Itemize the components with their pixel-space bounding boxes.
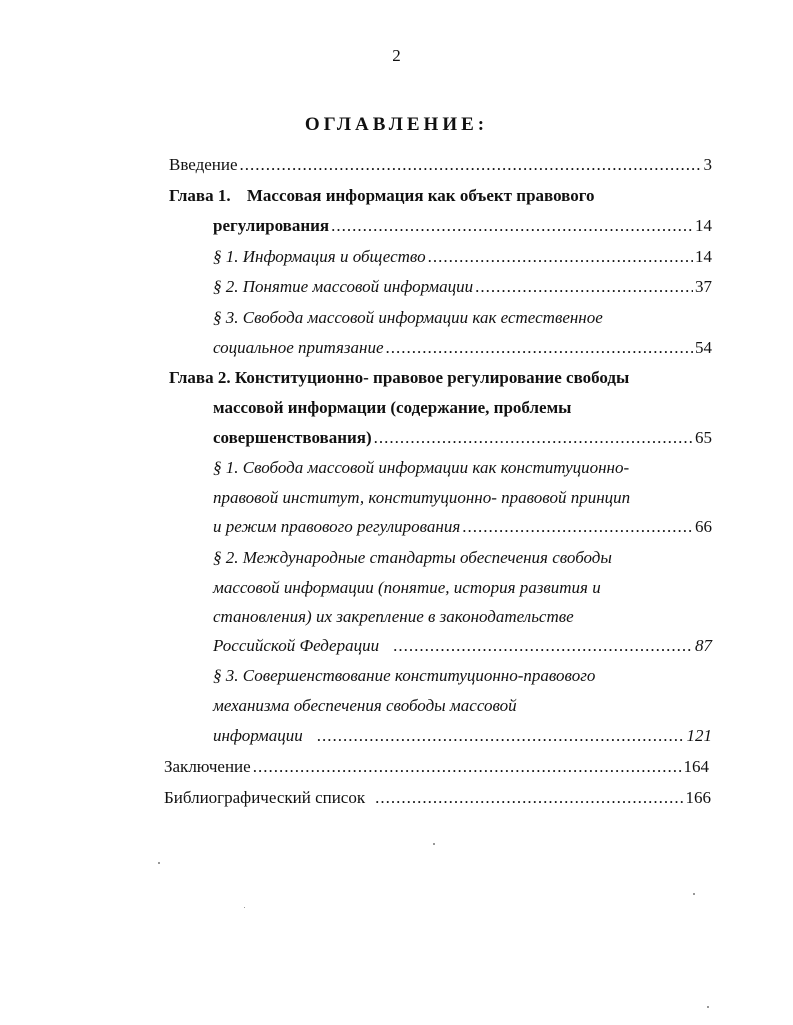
toc-entry-bibliography[interactable] <box>164 788 711 812</box>
ch2-sec2-line1[interactable]: § 2. Международные стандарты обеспечения свободы <box>213 548 612 567</box>
section-title: и режим правового регулирования <box>213 517 461 536</box>
scan-speck <box>244 907 245 908</box>
leader-dots <box>475 277 693 297</box>
toc-entry-ch2-sec1[interactable] <box>213 517 712 541</box>
ch2-sec2-line3[interactable]: становления) их закрепление в законодательстве <box>213 607 574 626</box>
leader-dots <box>317 726 685 746</box>
ch2-sec1-line2[interactable]: правовой институт, конституционно- правовой принцип <box>213 488 631 507</box>
leader-dots <box>375 788 683 808</box>
leader-dots <box>462 517 693 537</box>
chapter2-title-line1[interactable]: Глава 2. Конституционно- правовое регулирование свободы <box>169 368 630 387</box>
leader-dots <box>374 428 693 448</box>
toc-entry-ch1-sec3[interactable] <box>213 338 712 362</box>
chapter2-title-line2[interactable]: массовой информации (содержание, проблемы <box>213 398 572 417</box>
ch2-sec1-line1[interactable]: § 1. Свобода массовой информации как конституционно- <box>213 458 630 477</box>
chapter1-title-line1: Массовая информация как объект правового <box>246 186 595 205</box>
toc-entry-label: Библиографический список <box>164 788 366 807</box>
page-number: 2 <box>392 46 401 65</box>
ch1-sec3-line1[interactable]: § 3. Свобода массовой информации как естественное <box>213 308 603 327</box>
leader-dots <box>253 757 682 777</box>
section-title: социальное притязание <box>213 338 384 357</box>
toc-entry-page: 37 <box>695 277 712 296</box>
toc-entry-ch1-sec2[interactable] <box>213 277 712 301</box>
ch2-sec3-line2[interactable]: механизма обеспечения свободы массовой <box>213 696 517 715</box>
leader-dots <box>428 247 693 267</box>
toc-entry-page: 121 <box>686 726 712 745</box>
toc-entry-page: 14 <box>695 247 712 266</box>
scan-speck <box>433 843 435 845</box>
leader-dots <box>240 155 702 175</box>
ch2-sec3-line1[interactable]: § 3. Совершенствование конституционно-правового <box>213 666 596 685</box>
toc-entry-page: 164 <box>683 757 709 776</box>
toc-entry-ch1-sec1[interactable] <box>213 247 712 271</box>
toc-entry-ch2-sec2[interactable] <box>213 636 712 660</box>
chapter1-heading-line[interactable] <box>169 186 595 210</box>
scan-speck <box>693 893 695 895</box>
toc-entry-page: 66 <box>695 517 712 536</box>
toc-entry-intro[interactable] <box>169 155 712 179</box>
toc-entry-page: 87 <box>695 636 712 655</box>
section-title: § 1. Информация и общество <box>213 247 426 266</box>
toc-entry-page: 65 <box>695 428 712 447</box>
section-title: § 2. Понятие массовой информации <box>213 277 474 296</box>
toc-entry-page: 14 <box>695 216 712 235</box>
ch2-sec2-line2[interactable]: массовой информации (понятие, история развития и <box>213 578 601 597</box>
leader-dots <box>331 216 693 236</box>
toc-entry-chapter2[interactable] <box>213 428 712 452</box>
chapter1-title-line2: регулирования <box>213 216 330 235</box>
chapter2-title-line3: совершенствования) <box>213 428 372 447</box>
toc-entry-page: 166 <box>685 788 711 807</box>
toc-entry-label: Заключение <box>164 757 251 776</box>
toc-title: ОГЛАВЛЕНИЕ: <box>304 114 489 135</box>
scan-speck <box>158 862 160 864</box>
section-title: информации <box>213 726 303 745</box>
leader-dots <box>386 338 694 358</box>
toc-entry-page: 54 <box>695 338 712 357</box>
scan-speck <box>707 1006 709 1008</box>
section-title: Российской Федерации <box>213 636 380 655</box>
leader-dots <box>393 636 693 656</box>
toc-entry-ch2-sec3[interactable] <box>213 726 712 750</box>
chapter1-label: Глава 1. <box>169 186 231 205</box>
toc-entry-page: 3 <box>703 155 712 174</box>
toc-entry-chapter1[interactable] <box>213 216 712 240</box>
toc-entry-label: Введение <box>169 155 238 174</box>
toc-entry-conclusion[interactable] <box>164 757 709 781</box>
